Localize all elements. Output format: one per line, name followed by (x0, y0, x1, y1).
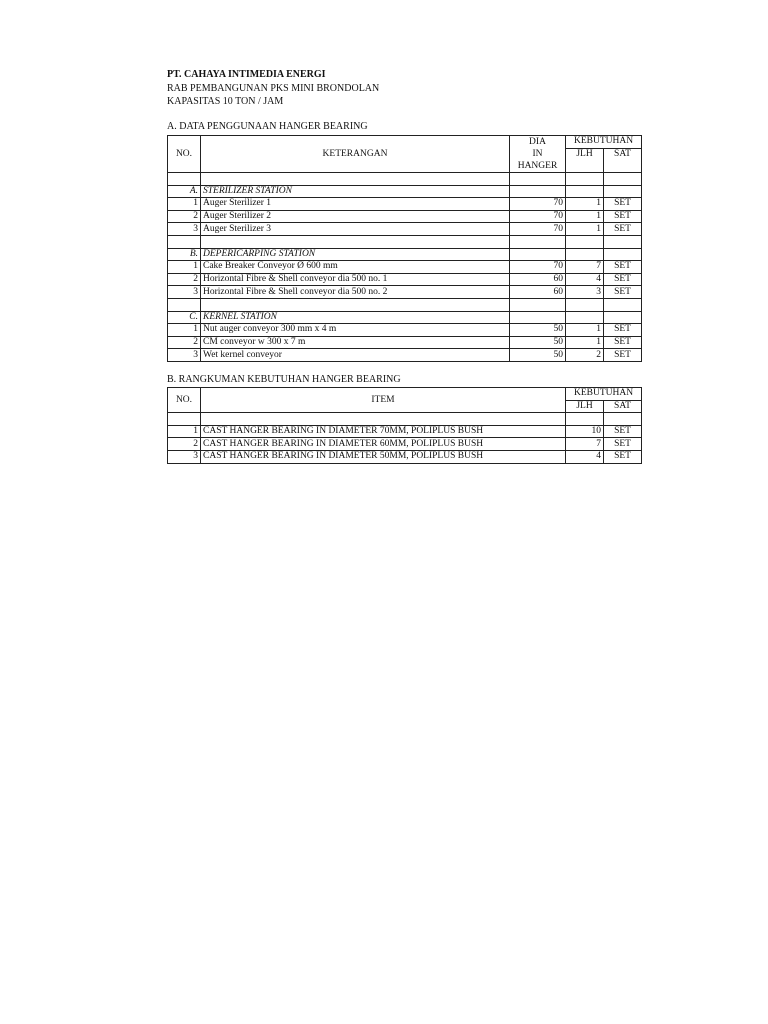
row-unit: SET (604, 324, 642, 337)
row-unit: SET (604, 438, 642, 451)
row-description: CM conveyor w 300 x 7 m (201, 336, 510, 349)
table-header-row (168, 388, 642, 401)
row-description: Auger Sterilizer 2 (201, 210, 510, 223)
row-item: CAST HANGER BEARING IN DIAMETER 50MM, POLIPLUS BUSH (201, 450, 566, 463)
empty-cell (510, 248, 566, 261)
row-quantity: 3 (566, 286, 604, 299)
empty-cell (604, 248, 642, 261)
row-number: 1 (168, 425, 201, 438)
row-diameter: 70 (510, 261, 566, 274)
table-row (168, 349, 642, 362)
row-unit: SET (604, 273, 642, 286)
table-row (168, 286, 642, 299)
row-description: Auger Sterilizer 1 (201, 198, 510, 211)
row-number: 2 (168, 210, 201, 223)
section-a-title: A. DATA PENGGUNAAN HANGER BEARING (167, 121, 368, 132)
row-diameter: 50 (510, 336, 566, 349)
project-title: RAB PEMBANGUNAN PKS MINI BRONDOLAN (167, 83, 380, 94)
table-row (168, 336, 642, 349)
empty-cell (566, 311, 604, 324)
row-quantity: 1 (566, 324, 604, 337)
table-row (168, 324, 642, 337)
company-name: PT. CAHAYA INTIMEDIA ENERGI (167, 69, 326, 80)
hanger-summary-table-body (168, 388, 642, 464)
col-header-sat: SAT (604, 148, 642, 172)
row-quantity: 1 (566, 223, 604, 236)
row-unit: SET (604, 349, 642, 362)
col-header-jlh: JLH (566, 400, 604, 413)
empty-cell (566, 235, 604, 248)
row-number: 1 (168, 198, 201, 211)
hanger-summary-table (167, 387, 642, 464)
table-row (168, 223, 642, 236)
capacity-line: KAPASITAS 10 TON / JAM (167, 96, 284, 107)
table-row (168, 425, 642, 438)
row-unit: SET (604, 450, 642, 463)
station-code: C. (168, 311, 201, 324)
row-number: 1 (168, 261, 201, 274)
row-unit: SET (604, 210, 642, 223)
col-header-dia-line2: IN (532, 149, 543, 159)
row-number: 2 (168, 336, 201, 349)
station-group-row (168, 311, 642, 324)
empty-cell (510, 185, 566, 198)
empty-cell (168, 298, 201, 311)
row-number: 1 (168, 324, 201, 337)
row-number: 2 (168, 438, 201, 451)
table-row (168, 438, 642, 451)
row-unit: SET (604, 261, 642, 274)
station-name: KERNEL STATION (201, 311, 510, 324)
col-header-no: NO. (168, 388, 201, 413)
row-description: Nut auger conveyor 300 mm x 4 m (201, 324, 510, 337)
empty-cell (566, 298, 604, 311)
empty-cell (201, 235, 510, 248)
row-item: CAST HANGER BEARING IN DIAMETER 70MM, POLIPLUS BUSH (201, 425, 566, 438)
row-unit: SET (604, 198, 642, 211)
station-group-row (168, 185, 642, 198)
row-quantity: 4 (566, 273, 604, 286)
row-quantity: 7 (566, 438, 604, 451)
table-row (168, 273, 642, 286)
col-header-sat: SAT (604, 400, 642, 413)
table-row (168, 210, 642, 223)
row-unit: SET (604, 425, 642, 438)
station-name: STERILIZER STATION (201, 185, 510, 198)
row-diameter: 60 (510, 273, 566, 286)
row-diameter: 70 (510, 210, 566, 223)
table-spacer-row (168, 235, 642, 248)
row-number: 3 (168, 223, 201, 236)
row-item: CAST HANGER BEARING IN DIAMETER 60MM, POLIPLUS BUSH (201, 438, 566, 451)
col-header-dia-line3: HANGER (517, 161, 558, 171)
row-quantity: 1 (566, 198, 604, 211)
col-header-jlh: JLH (566, 148, 604, 172)
table-row (168, 450, 642, 463)
row-description: Horizontal Fibre & Shell conveyor dia 500 no. 1 (201, 273, 510, 286)
station-group-row (168, 248, 642, 261)
row-quantity: 10 (566, 425, 604, 438)
empty-cell (604, 235, 642, 248)
table-header-row (168, 136, 642, 149)
section-b-title: B. RANGKUMAN KEBUTUHAN HANGER BEARING (167, 374, 401, 385)
hanger-usage-table-body (168, 136, 642, 362)
row-unit: SET (604, 223, 642, 236)
station-name: DEPERICARPING STATION (201, 248, 510, 261)
row-description: Wet kernel conveyor (201, 349, 510, 362)
hanger-usage-table (167, 135, 642, 362)
row-quantity: 1 (566, 210, 604, 223)
empty-cell (510, 311, 566, 324)
row-number: 2 (168, 273, 201, 286)
table-row (168, 198, 642, 211)
row-quantity: 7 (566, 261, 604, 274)
row-quantity: 2 (566, 349, 604, 362)
empty-cell (604, 311, 642, 324)
table-spacer-row (168, 298, 642, 311)
col-header-kebutuhan: KEBUTUHAN (566, 136, 642, 149)
empty-cell (510, 298, 566, 311)
station-code: A. (168, 185, 201, 198)
empty-cell (604, 185, 642, 198)
row-quantity: 1 (566, 336, 604, 349)
col-header-keterangan: KETERANGAN (201, 136, 510, 173)
empty-cell (566, 185, 604, 198)
table-spacer-row (168, 413, 642, 426)
row-quantity: 4 (566, 450, 604, 463)
empty-cell (604, 298, 642, 311)
row-number: 3 (168, 286, 201, 299)
col-header-dia (510, 136, 566, 173)
row-description: Horizontal Fibre & Shell conveyor dia 500 no. 2 (201, 286, 510, 299)
row-description: Cake Breaker Conveyor Ø 600 mm (201, 261, 510, 274)
empty-cell (168, 235, 201, 248)
empty-cell (201, 298, 510, 311)
row-diameter: 70 (510, 198, 566, 211)
row-description: Auger Sterilizer 3 (201, 223, 510, 236)
table-spacer-row (168, 173, 642, 186)
col-header-kebutuhan: KEBUTUHAN (566, 388, 642, 401)
row-diameter: 70 (510, 223, 566, 236)
row-diameter: 60 (510, 286, 566, 299)
empty-cell (510, 235, 566, 248)
col-header-dia-line1: DIA (529, 137, 546, 147)
row-diameter: 50 (510, 349, 566, 362)
row-diameter: 50 (510, 324, 566, 337)
col-header-item: ITEM (201, 388, 566, 413)
empty-cell (566, 248, 604, 261)
row-unit: SET (604, 286, 642, 299)
col-header-no: NO. (168, 136, 201, 173)
station-code: B. (168, 248, 201, 261)
row-unit: SET (604, 336, 642, 349)
row-number: 3 (168, 349, 201, 362)
row-number: 3 (168, 450, 201, 463)
table-row (168, 261, 642, 274)
